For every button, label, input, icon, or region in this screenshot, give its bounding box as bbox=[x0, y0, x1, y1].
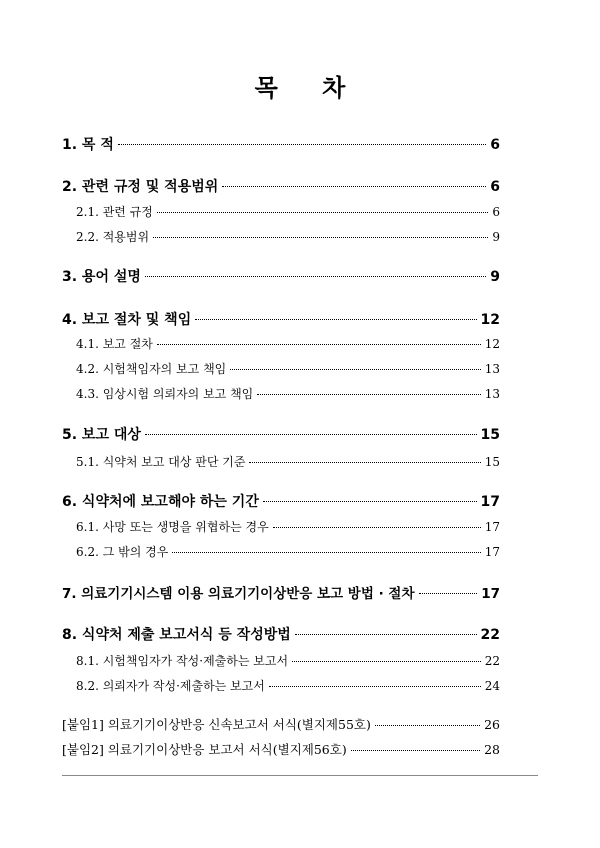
toc-entry-label: 6. 식약처에 보고해야 하는 기간 bbox=[62, 494, 259, 510]
dot-leader bbox=[295, 634, 477, 635]
dot-leader bbox=[145, 434, 477, 435]
toc-entry-label: 2.2. 적용범위 bbox=[76, 230, 150, 244]
footer-divider bbox=[62, 775, 538, 776]
toc-entry-label: 5. 보고 대상 bbox=[62, 427, 141, 443]
toc-entry-label: [붙임1] 의료기기이상반응 신속보고서 서식(별지제55호) bbox=[62, 717, 371, 732]
toc-entry-2[interactable] bbox=[62, 176, 500, 196]
toc-entry-6-1[interactable] bbox=[76, 518, 500, 535]
toc-entry-2-1[interactable] bbox=[76, 203, 500, 220]
toc-entry-page: 24 bbox=[484, 679, 500, 693]
toc-entry-page: 13 bbox=[484, 387, 500, 401]
dot-leader bbox=[375, 725, 480, 726]
toc-entry-5-1[interactable] bbox=[76, 453, 500, 470]
dot-leader bbox=[292, 661, 481, 662]
toc-entry-4[interactable] bbox=[62, 309, 500, 329]
toc-entry-page: 15 bbox=[480, 427, 500, 443]
toc-appendix-1[interactable] bbox=[62, 715, 500, 733]
toc-entry-label: 2.1. 관련 규정 bbox=[76, 205, 153, 219]
toc-entry-8-2[interactable] bbox=[76, 677, 500, 694]
toc-entry-page: 22 bbox=[484, 654, 500, 668]
dot-leader bbox=[257, 394, 480, 395]
toc-entry-page: 13 bbox=[484, 362, 500, 376]
toc-entry-page: 17 bbox=[484, 545, 500, 559]
dot-leader bbox=[273, 527, 481, 528]
toc-entry-4-3[interactable] bbox=[76, 385, 500, 402]
dot-leader bbox=[153, 237, 488, 238]
toc-entry-page: 6 bbox=[490, 179, 500, 195]
toc-entry-page: 6 bbox=[490, 137, 500, 153]
toc-entry-page: 12 bbox=[484, 337, 500, 351]
toc-entry-label: 6.2. 그 밖의 경우 bbox=[76, 545, 169, 559]
toc-entry-page: 17 bbox=[480, 494, 500, 510]
toc-entry-label: 7. 의료기기시스템 이용 의료기기이상반응 보고 방법 · 절차 bbox=[62, 586, 415, 602]
toc-entry-label: 2. 관련 규정 및 적용범위 bbox=[62, 179, 219, 195]
page-title: 목 차 bbox=[254, 74, 364, 102]
toc-entry-5[interactable] bbox=[62, 424, 500, 444]
toc-entry-label: [붙임2] 의료기기이상반응 보고서 서식(별지제56호) bbox=[62, 742, 347, 757]
toc-entry-label: 4. 보고 절차 및 책임 bbox=[62, 312, 192, 328]
dot-leader bbox=[157, 344, 481, 345]
dot-leader bbox=[230, 369, 480, 370]
dot-leader bbox=[195, 319, 476, 320]
dot-leader bbox=[263, 501, 477, 502]
dot-leader bbox=[269, 686, 481, 687]
dot-leader bbox=[351, 750, 480, 751]
dot-leader bbox=[249, 462, 480, 463]
toc-entry-page: 17 bbox=[484, 520, 500, 534]
toc-entry-4-1[interactable] bbox=[76, 335, 500, 352]
toc-entry-page: 28 bbox=[484, 742, 500, 757]
toc-entry-label: 3. 용어 설명 bbox=[62, 269, 141, 285]
toc-entry-label: 8.2. 의뢰자가 작성·제출하는 보고서 bbox=[76, 679, 265, 693]
toc-entry-page: 9 bbox=[492, 230, 500, 244]
toc-entry-label: 4.3. 임상시험 의뢰자의 보고 책임 bbox=[76, 387, 254, 401]
toc-entry-page: 12 bbox=[480, 312, 500, 328]
toc-entry-label: 1. 목 적 bbox=[62, 137, 114, 153]
toc-appendix-2[interactable] bbox=[62, 740, 500, 758]
toc-entry-8-1[interactable] bbox=[76, 652, 500, 669]
toc-entry-label: 8. 식약처 제출 보고서식 등 작성방법 bbox=[62, 627, 291, 643]
toc-entry-7[interactable] bbox=[62, 582, 500, 602]
dot-leader bbox=[172, 552, 480, 553]
toc-entry-label: 6.1. 사망 또는 생명을 위협하는 경우 bbox=[76, 520, 269, 534]
dot-leader bbox=[419, 593, 478, 594]
toc-entry-8[interactable] bbox=[62, 624, 500, 644]
toc-entry-page: 6 bbox=[492, 205, 500, 219]
toc-entry-label: 4.1. 보고 절차 bbox=[76, 337, 153, 351]
toc-entry-page: 15 bbox=[484, 455, 500, 469]
toc-entry-6[interactable] bbox=[62, 491, 500, 511]
toc-entry-label: 4.2. 시험책임자의 보고 책임 bbox=[76, 362, 227, 376]
toc-entry-page: 22 bbox=[480, 627, 500, 643]
dot-leader bbox=[157, 212, 488, 213]
toc-entry-page: 26 bbox=[484, 717, 500, 732]
toc-entry-1[interactable] bbox=[62, 134, 500, 154]
toc-entry-label: 8.1. 시험책임자가 작성·제출하는 보고서 bbox=[76, 654, 289, 668]
toc-entry-label: 5.1. 식약처 보고 대상 판단 기준 bbox=[76, 455, 246, 469]
toc-entry-6-2[interactable] bbox=[76, 543, 500, 560]
toc-entry-2-2[interactable] bbox=[76, 228, 500, 245]
dot-leader bbox=[118, 144, 486, 145]
toc-entry-3[interactable] bbox=[62, 266, 500, 286]
dot-leader bbox=[222, 186, 486, 187]
toc-entry-4-2[interactable] bbox=[76, 360, 500, 377]
dot-leader bbox=[145, 276, 486, 277]
toc-entry-page: 9 bbox=[490, 269, 500, 285]
toc-entry-page: 17 bbox=[481, 586, 500, 602]
